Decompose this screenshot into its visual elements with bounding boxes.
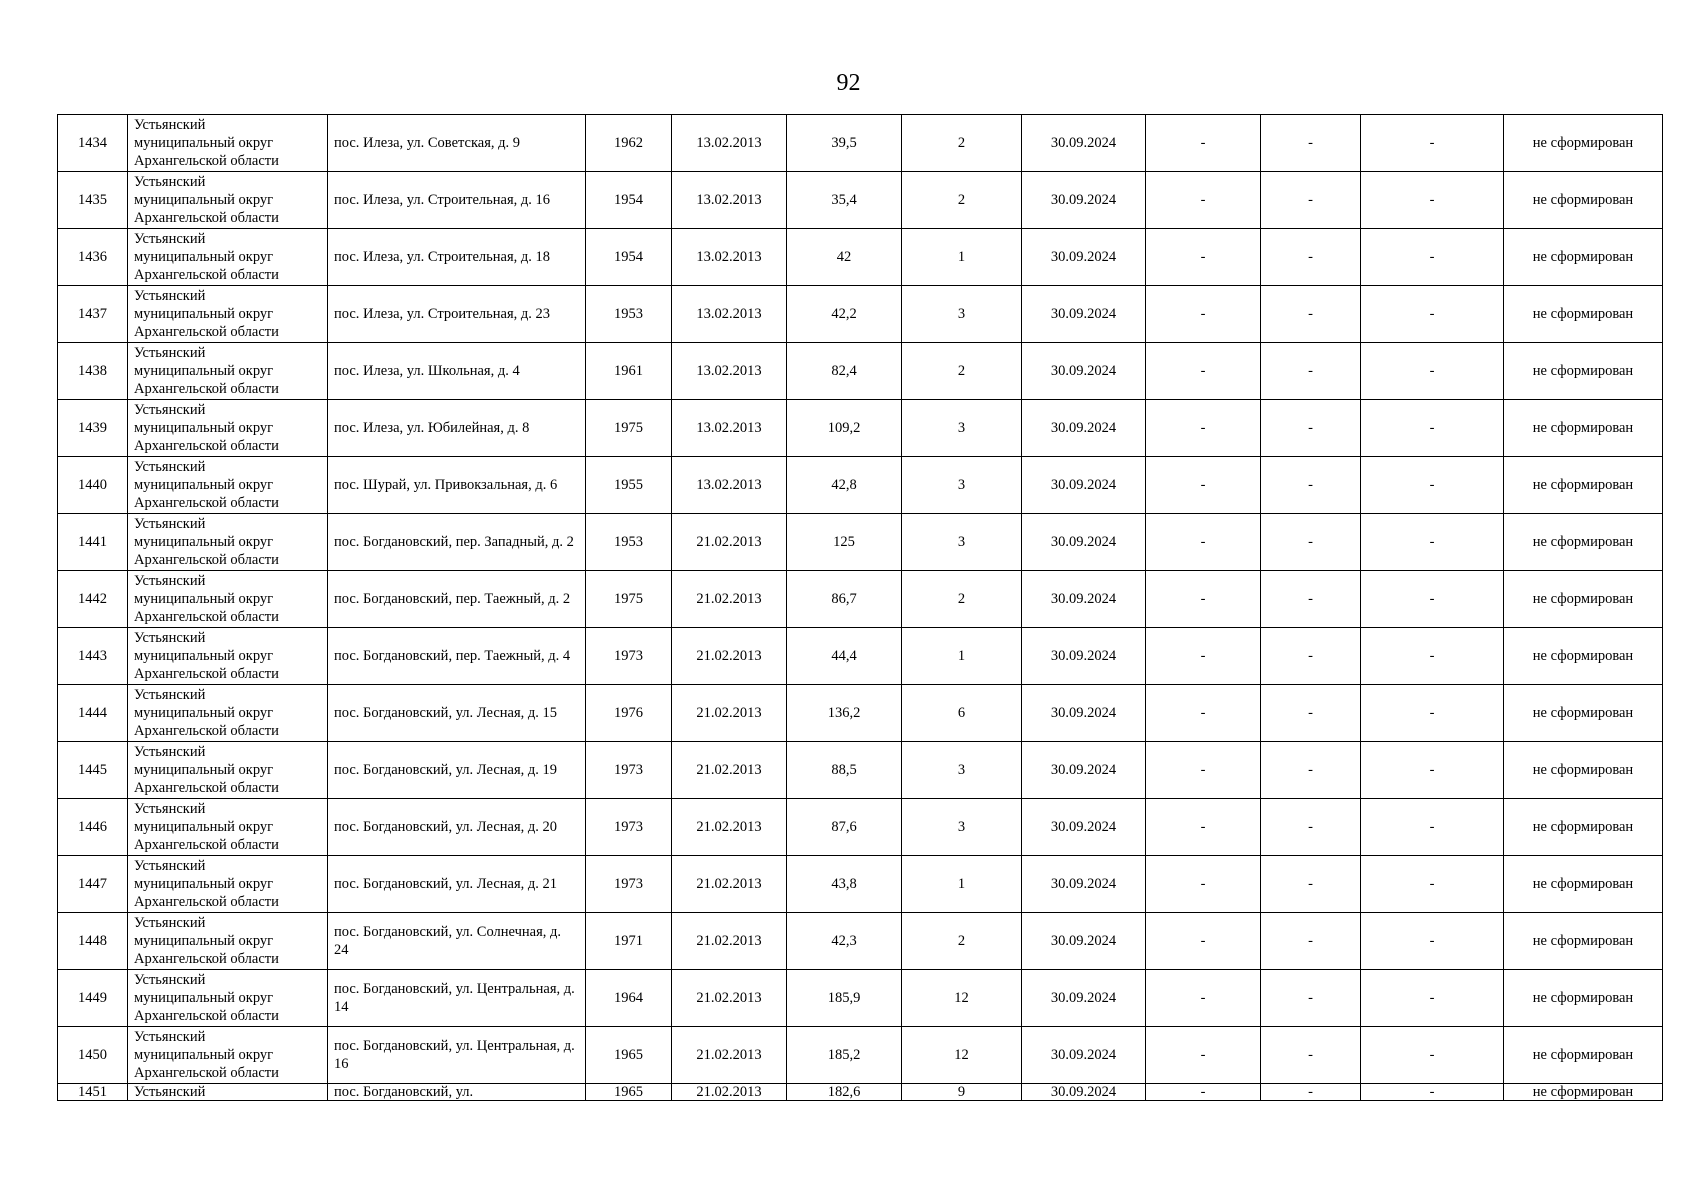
municipality-cell: Устьянский муниципальный округ Архангельской области — [128, 1027, 328, 1084]
address-cell: пос. Богдановский, пер. Таежный, д. 2 — [328, 571, 586, 628]
year-cell: 1973 — [586, 628, 672, 685]
area-cell: 109,2 — [787, 400, 902, 457]
date-cell: 21.02.2013 — [672, 970, 787, 1027]
dash-cell: - — [1261, 343, 1361, 400]
residents-cell: 3 — [902, 286, 1022, 343]
residents-cell: 2 — [902, 115, 1022, 172]
dash-cell: - — [1361, 286, 1504, 343]
residents-cell: 3 — [902, 400, 1022, 457]
deadline-cell: 30.09.2024 — [1022, 799, 1146, 856]
year-cell: 1964 — [586, 970, 672, 1027]
municipality-cell: Устьянский муниципальный округ Архангельской области — [128, 457, 328, 514]
status-cell: не сформирован — [1504, 799, 1663, 856]
status-cell: не сформирован — [1504, 172, 1663, 229]
address-cell: пос. Богдановский, ул. Центральная, д. 14 — [328, 970, 586, 1027]
year-cell: 1973 — [586, 856, 672, 913]
dash-cell: - — [1361, 343, 1504, 400]
row-number: 1444 — [58, 685, 128, 742]
municipality-cell: Устьянский муниципальный округ Архангельской области — [128, 172, 328, 229]
municipality-cell: Устьянский муниципальный округ Архангельской области — [128, 742, 328, 799]
municipality-cell: Устьянский муниципальный округ Архангельской области — [128, 343, 328, 400]
dash-cell: - — [1261, 628, 1361, 685]
row-number: 1443 — [58, 628, 128, 685]
dash-cell: - — [1361, 685, 1504, 742]
deadline-cell: 30.09.2024 — [1022, 514, 1146, 571]
table-row — [58, 970, 1663, 1027]
area-cell: 82,4 — [787, 343, 902, 400]
municipality-cell: Устьянский муниципальный округ Архангельской области — [128, 115, 328, 172]
row-number: 1434 — [58, 115, 128, 172]
date-cell: 13.02.2013 — [672, 343, 787, 400]
date-cell: 21.02.2013 — [672, 628, 787, 685]
deadline-cell: 30.09.2024 — [1022, 742, 1146, 799]
row-number: 1450 — [58, 1027, 128, 1084]
status-cell: не сформирован — [1504, 343, 1663, 400]
address-cell: пос. Богдановский, ул. Лесная, д. 20 — [328, 799, 586, 856]
status-cell: не сформирован — [1504, 286, 1663, 343]
date-cell: 21.02.2013 — [672, 685, 787, 742]
year-cell: 1953 — [586, 286, 672, 343]
residents-cell: 3 — [902, 742, 1022, 799]
table-row — [58, 286, 1663, 343]
municipality-cell: Устьянский муниципальный округ Архангельской области — [128, 286, 328, 343]
row-number: 1449 — [58, 970, 128, 1027]
year-cell: 1965 — [586, 1084, 672, 1101]
deadline-cell: 30.09.2024 — [1022, 913, 1146, 970]
row-number: 1436 — [58, 229, 128, 286]
dash-cell: - — [1146, 799, 1261, 856]
dash-cell: - — [1261, 685, 1361, 742]
year-cell: 1971 — [586, 913, 672, 970]
area-cell: 42 — [787, 229, 902, 286]
municipality-cell: Устьянский муниципальный округ Архангельской области — [128, 229, 328, 286]
dash-cell: - — [1361, 172, 1504, 229]
dash-cell: - — [1146, 229, 1261, 286]
dash-cell: - — [1261, 799, 1361, 856]
table-row — [58, 742, 1663, 799]
residents-cell: 1 — [902, 628, 1022, 685]
housing-registry-table — [57, 114, 1663, 1101]
dash-cell: - — [1261, 286, 1361, 343]
page-number: 92 — [836, 70, 861, 96]
address-cell: пос. Богдановский, ул. Лесная, д. 19 — [328, 742, 586, 799]
dash-cell: - — [1261, 172, 1361, 229]
year-cell: 1954 — [586, 229, 672, 286]
year-cell: 1975 — [586, 571, 672, 628]
dash-cell: - — [1146, 628, 1261, 685]
municipality-cell: Устьянский муниципальный округ Архангельской области — [128, 628, 328, 685]
table-row — [58, 457, 1663, 514]
date-cell: 13.02.2013 — [672, 229, 787, 286]
dash-cell: - — [1361, 571, 1504, 628]
deadline-cell: 30.09.2024 — [1022, 343, 1146, 400]
year-cell: 1961 — [586, 343, 672, 400]
table-row — [58, 685, 1663, 742]
row-number: 1447 — [58, 856, 128, 913]
row-number: 1451 — [58, 1084, 128, 1101]
row-number: 1445 — [58, 742, 128, 799]
date-cell: 21.02.2013 — [672, 514, 787, 571]
deadline-cell: 30.09.2024 — [1022, 229, 1146, 286]
dash-cell: - — [1261, 1027, 1361, 1084]
dash-cell: - — [1261, 457, 1361, 514]
status-cell: не сформирован — [1504, 514, 1663, 571]
status-cell: не сформирован — [1504, 115, 1663, 172]
residents-cell: 12 — [902, 970, 1022, 1027]
table-row — [58, 856, 1663, 913]
status-cell: не сформирован — [1504, 571, 1663, 628]
residents-cell: 9 — [902, 1084, 1022, 1101]
municipality-cell: Устьянский муниципальный округ Архангельской области — [128, 856, 328, 913]
dash-cell: - — [1146, 286, 1261, 343]
dash-cell: - — [1146, 172, 1261, 229]
dash-cell: - — [1361, 400, 1504, 457]
address-cell: пос. Илеза, ул. Строительная, д. 18 — [328, 229, 586, 286]
dash-cell: - — [1146, 913, 1261, 970]
status-cell: не сформирован — [1504, 913, 1663, 970]
year-cell: 1965 — [586, 1027, 672, 1084]
dash-cell: - — [1361, 514, 1504, 571]
status-cell: не сформирован — [1504, 457, 1663, 514]
date-cell: 13.02.2013 — [672, 400, 787, 457]
address-cell: пос. Илеза, ул. Юбилейная, д. 8 — [328, 400, 586, 457]
dash-cell: - — [1146, 742, 1261, 799]
dash-cell: - — [1361, 1084, 1504, 1101]
table-row — [58, 400, 1663, 457]
area-cell: 42,8 — [787, 457, 902, 514]
year-cell: 1973 — [586, 742, 672, 799]
date-cell: 21.02.2013 — [672, 742, 787, 799]
dash-cell: - — [1146, 115, 1261, 172]
row-number: 1446 — [58, 799, 128, 856]
table-row — [58, 115, 1663, 172]
residents-cell: 2 — [902, 343, 1022, 400]
dash-cell: - — [1261, 742, 1361, 799]
table-row — [58, 799, 1663, 856]
dash-cell: - — [1146, 514, 1261, 571]
deadline-cell: 30.09.2024 — [1022, 1084, 1146, 1101]
status-cell: не сформирован — [1504, 1027, 1663, 1084]
dash-cell: - — [1261, 115, 1361, 172]
row-number: 1437 — [58, 286, 128, 343]
dash-cell: - — [1261, 571, 1361, 628]
address-cell: пос. Богдановский, ул. Лесная, д. 21 — [328, 856, 586, 913]
residents-cell: 1 — [902, 856, 1022, 913]
dash-cell: - — [1146, 343, 1261, 400]
residents-cell: 2 — [902, 571, 1022, 628]
date-cell: 21.02.2013 — [672, 799, 787, 856]
dash-cell: - — [1261, 400, 1361, 457]
area-cell: 185,9 — [787, 970, 902, 1027]
status-cell: не сформирован — [1504, 229, 1663, 286]
deadline-cell: 30.09.2024 — [1022, 286, 1146, 343]
table-row — [58, 343, 1663, 400]
area-cell: 35,4 — [787, 172, 902, 229]
table-row — [58, 514, 1663, 571]
dash-cell: - — [1146, 1084, 1261, 1101]
residents-cell: 3 — [902, 514, 1022, 571]
year-cell: 1955 — [586, 457, 672, 514]
residents-cell: 3 — [902, 457, 1022, 514]
address-cell: пос. Богдановский, пер. Таежный, д. 4 — [328, 628, 586, 685]
dash-cell: - — [1261, 970, 1361, 1027]
table-row — [58, 1084, 1663, 1101]
area-cell: 42,3 — [787, 913, 902, 970]
area-cell: 44,4 — [787, 628, 902, 685]
dash-cell: - — [1361, 799, 1504, 856]
date-cell: 13.02.2013 — [672, 172, 787, 229]
area-cell: 136,2 — [787, 685, 902, 742]
deadline-cell: 30.09.2024 — [1022, 115, 1146, 172]
status-cell: не сформирован — [1504, 970, 1663, 1027]
dash-cell: - — [1361, 457, 1504, 514]
dash-cell: - — [1361, 115, 1504, 172]
deadline-cell: 30.09.2024 — [1022, 685, 1146, 742]
dash-cell: - — [1146, 970, 1261, 1027]
year-cell: 1953 — [586, 514, 672, 571]
address-cell: пос. Богдановский, ул. Солнечная, д. 24 — [328, 913, 586, 970]
dash-cell: - — [1146, 571, 1261, 628]
area-cell: 87,6 — [787, 799, 902, 856]
status-cell: не сформирован — [1504, 856, 1663, 913]
table-row — [58, 571, 1663, 628]
deadline-cell: 30.09.2024 — [1022, 400, 1146, 457]
table-row — [58, 229, 1663, 286]
area-cell: 43,8 — [787, 856, 902, 913]
dash-cell: - — [1261, 913, 1361, 970]
date-cell: 13.02.2013 — [672, 286, 787, 343]
dash-cell: - — [1361, 628, 1504, 685]
municipality-cell: Устьянский муниципальный округ Архангельской области — [128, 400, 328, 457]
area-cell: 125 — [787, 514, 902, 571]
year-cell: 1962 — [586, 115, 672, 172]
deadline-cell: 30.09.2024 — [1022, 172, 1146, 229]
address-cell: пос. Богдановский, пер. Западный, д. 2 — [328, 514, 586, 571]
municipality-cell: Устьянский муниципальный округ Архангельской области — [128, 685, 328, 742]
deadline-cell: 30.09.2024 — [1022, 856, 1146, 913]
table-row — [58, 628, 1663, 685]
residents-cell: 6 — [902, 685, 1022, 742]
address-cell: пос. Илеза, ул. Советская, д. 9 — [328, 115, 586, 172]
status-cell: не сформирован — [1504, 742, 1663, 799]
deadline-cell: 30.09.2024 — [1022, 970, 1146, 1027]
dash-cell: - — [1361, 1027, 1504, 1084]
municipality-cell: Устьянский муниципальный округ Архангельской области — [128, 970, 328, 1027]
area-cell: 182,6 — [787, 1084, 902, 1101]
area-cell: 39,5 — [787, 115, 902, 172]
dash-cell: - — [1261, 229, 1361, 286]
deadline-cell: 30.09.2024 — [1022, 628, 1146, 685]
dash-cell: - — [1146, 1027, 1261, 1084]
area-cell: 88,5 — [787, 742, 902, 799]
row-number: 1440 — [58, 457, 128, 514]
address-cell: пос. Илеза, ул. Строительная, д. 16 — [328, 172, 586, 229]
area-cell: 185,2 — [787, 1027, 902, 1084]
residents-cell: 12 — [902, 1027, 1022, 1084]
dash-cell: - — [1361, 742, 1504, 799]
address-cell: пос. Богдановский, ул. — [328, 1084, 586, 1101]
table-body — [58, 115, 1663, 1101]
address-cell: пос. Богдановский, ул. Лесная, д. 15 — [328, 685, 586, 742]
municipality-cell: Устьянский — [128, 1084, 328, 1101]
municipality-cell: Устьянский муниципальный округ Архангельской области — [128, 571, 328, 628]
year-cell: 1975 — [586, 400, 672, 457]
dash-cell: - — [1261, 514, 1361, 571]
dash-cell: - — [1146, 856, 1261, 913]
row-number: 1448 — [58, 913, 128, 970]
status-cell: не сформирован — [1504, 400, 1663, 457]
row-number: 1441 — [58, 514, 128, 571]
date-cell: 21.02.2013 — [672, 1027, 787, 1084]
table-row — [58, 1027, 1663, 1084]
date-cell: 21.02.2013 — [672, 571, 787, 628]
row-number: 1438 — [58, 343, 128, 400]
dash-cell: - — [1361, 856, 1504, 913]
dash-cell: - — [1261, 856, 1361, 913]
address-cell: пос. Илеза, ул. Строительная, д. 23 — [328, 286, 586, 343]
row-number: 1435 — [58, 172, 128, 229]
municipality-cell: Устьянский муниципальный округ Архангельской области — [128, 514, 328, 571]
dash-cell: - — [1261, 1084, 1361, 1101]
deadline-cell: 30.09.2024 — [1022, 457, 1146, 514]
dash-cell: - — [1361, 970, 1504, 1027]
row-number: 1439 — [58, 400, 128, 457]
status-cell: не сформирован — [1504, 628, 1663, 685]
date-cell: 21.02.2013 — [672, 856, 787, 913]
deadline-cell: 30.09.2024 — [1022, 571, 1146, 628]
municipality-cell: Устьянский муниципальный округ Архангельской области — [128, 799, 328, 856]
dash-cell: - — [1146, 457, 1261, 514]
area-cell: 86,7 — [787, 571, 902, 628]
row-number: 1442 — [58, 571, 128, 628]
date-cell: 13.02.2013 — [672, 115, 787, 172]
status-cell: не сформирован — [1504, 685, 1663, 742]
table-row — [58, 172, 1663, 229]
dash-cell: - — [1361, 913, 1504, 970]
address-cell: пос. Богдановский, ул. Центральная, д. 16 — [328, 1027, 586, 1084]
dash-cell: - — [1146, 400, 1261, 457]
residents-cell: 3 — [902, 799, 1022, 856]
municipality-cell: Устьянский муниципальный округ Архангельской области — [128, 913, 328, 970]
address-cell: пос. Шурай, ул. Привокзальная, д. 6 — [328, 457, 586, 514]
residents-cell: 2 — [902, 172, 1022, 229]
year-cell: 1976 — [586, 685, 672, 742]
status-cell: не сформирован — [1504, 1084, 1663, 1101]
residents-cell: 1 — [902, 229, 1022, 286]
date-cell: 13.02.2013 — [672, 457, 787, 514]
residents-cell: 2 — [902, 913, 1022, 970]
area-cell: 42,2 — [787, 286, 902, 343]
address-cell: пос. Илеза, ул. Школьная, д. 4 — [328, 343, 586, 400]
date-cell: 21.02.2013 — [672, 1084, 787, 1101]
deadline-cell: 30.09.2024 — [1022, 1027, 1146, 1084]
year-cell: 1973 — [586, 799, 672, 856]
year-cell: 1954 — [586, 172, 672, 229]
dash-cell: - — [1146, 685, 1261, 742]
dash-cell: - — [1361, 229, 1504, 286]
table-row — [58, 913, 1663, 970]
date-cell: 21.02.2013 — [672, 913, 787, 970]
